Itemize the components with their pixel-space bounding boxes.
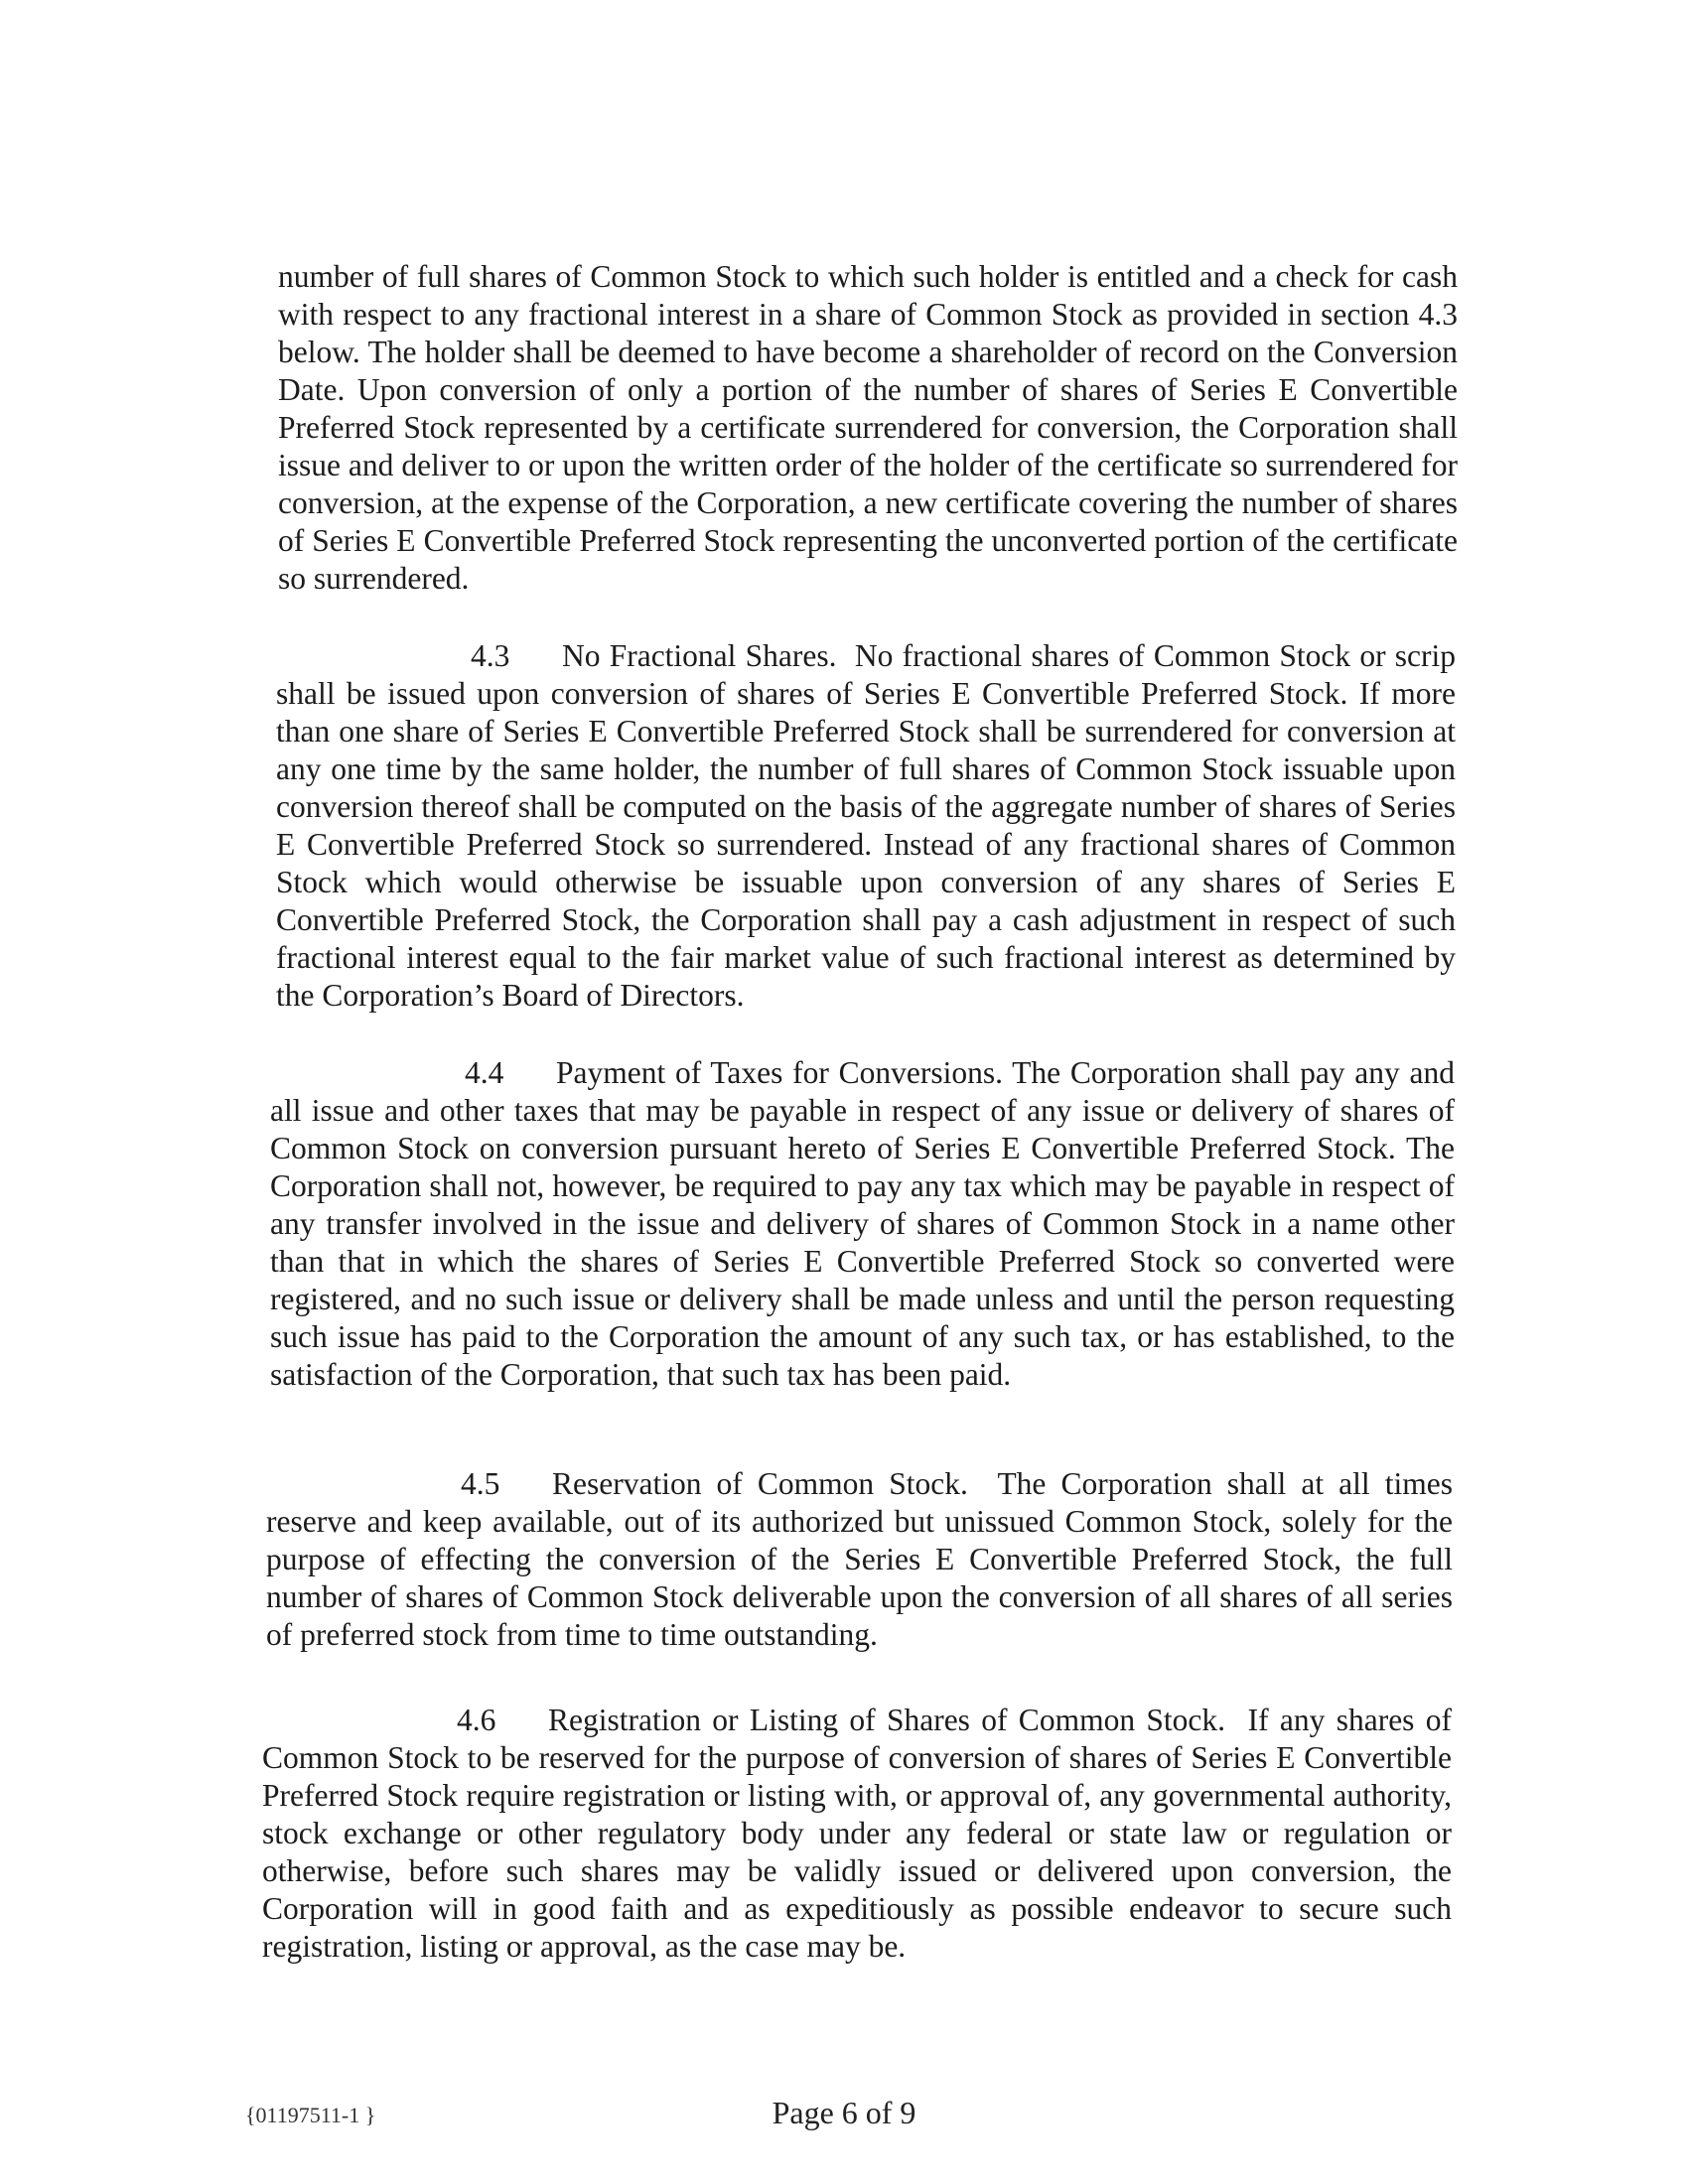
- section-number: 4.3: [471, 638, 510, 673]
- section-heading: Registration or Listing of Shares of Common Stock.: [548, 1703, 1226, 1737]
- section-number: 4.4: [465, 1055, 504, 1090]
- paragraph-continuation: [278, 258, 1458, 598]
- section-heading: No Fractional Shares.: [562, 638, 837, 673]
- paragraph-text: number of full shares of Common Stock to which such holder is entitled and a check for cash with respect to any fractional interest in a share of Common Stock as provided in section 4.3 below. The holder shall be deemed to have become a shareholder of record on the Conversion Date. Upon conversion of only a portion of the number of shares of Series E Convertible Preferred Stock represented by a certificate surrendered for conversion, the Corporation shall issue and deliver to or upon the written order of the holder of the certificate so surrendered for conversion, at the expense of the Corporation, a new certificate covering the number of shares of Series E Convertible Preferred Stock representing the unconverted portion of the certificate so surrendered.: [278, 259, 1458, 596]
- document-code: {01197511-1 }: [245, 2103, 376, 2127]
- section-text: The Corporation shall pay any and all issue and other taxes that may be payable in respect of any issue or delivery of shares of Common Stock on conversion pursuant hereto of Series E Convertible Preferred Stock. The Corporation shall not, however, be required to pay any tax which may be payable in respect of any transfer involved in the issue and delivery of shares of Common Stock in a name other than that in which the shares of Series E Convertible Preferred Stock so converted were registered, and no such issue or delivery shall be made unless and until the person requesting such issue has paid to the Corporation the amount of any such tax, or has established, to the satisfaction of the Corporation, that such tax has been paid.: [270, 1055, 1455, 1392]
- section-text: The Corporation shall at all times reserve and keep available, out of its authorized but unissued Common Stock, solely for the purpose of effecting the conversion of the Series E Convertible Preferred Stock, the full number of shares of Common Stock deliverable upon the conversion of all shares of all series of preferred stock from time to time outstanding.: [266, 1466, 1453, 1652]
- section-4-5: [266, 1465, 1453, 1654]
- section-text: If any shares of Common Stock to be reserved for the purpose of conversion of shares of Series E Convertible Preferred Stock require registration or listing with, or approval of, any governmental authority, stock exchange or other regulatory body under any federal or state law or regulation or otherwise, before such shares may be validly issued or delivered upon conversion, the Corporation will in good faith and as expeditiously as possible endeavor to secure such registration, listing or approval, as the case may be.: [262, 1703, 1452, 1964]
- section-4-4: [270, 1054, 1455, 1394]
- section-4-3: [276, 637, 1456, 1015]
- section-heading: Reservation of Common Stock.: [552, 1466, 968, 1501]
- section-number: 4.6: [457, 1703, 496, 1737]
- section-number: 4.5: [461, 1466, 500, 1501]
- page-number: Page 6 of 9: [772, 2095, 916, 2130]
- section-4-6: [262, 1702, 1452, 1966]
- section-heading: Payment of Taxes for Conversions.: [556, 1055, 1003, 1090]
- section-text: No fractional shares of Common Stock or scrip shall be issued upon conversion of shares of Series E Convertible Preferred Stock. If more than one share of Series E Convertible Preferred Stock shall be surrendered for conversion at any one time by the same holder, the number of full shares of Common Stock issuable upon conversion thereof shall be computed on the basis of the aggregate number of shares of Series E Convertible Preferred Stock so surrendered. Instead of any fractional shares of Common Stock which would otherwise be issuable upon conversion of any shares of Series E Convertible Preferred Stock, the Corporation shall pay a cash adjustment in respect of such fractional interest equal to the fair market value of such fractional interest as determined by the Corporation’s Board of Directors.: [276, 638, 1456, 1013]
